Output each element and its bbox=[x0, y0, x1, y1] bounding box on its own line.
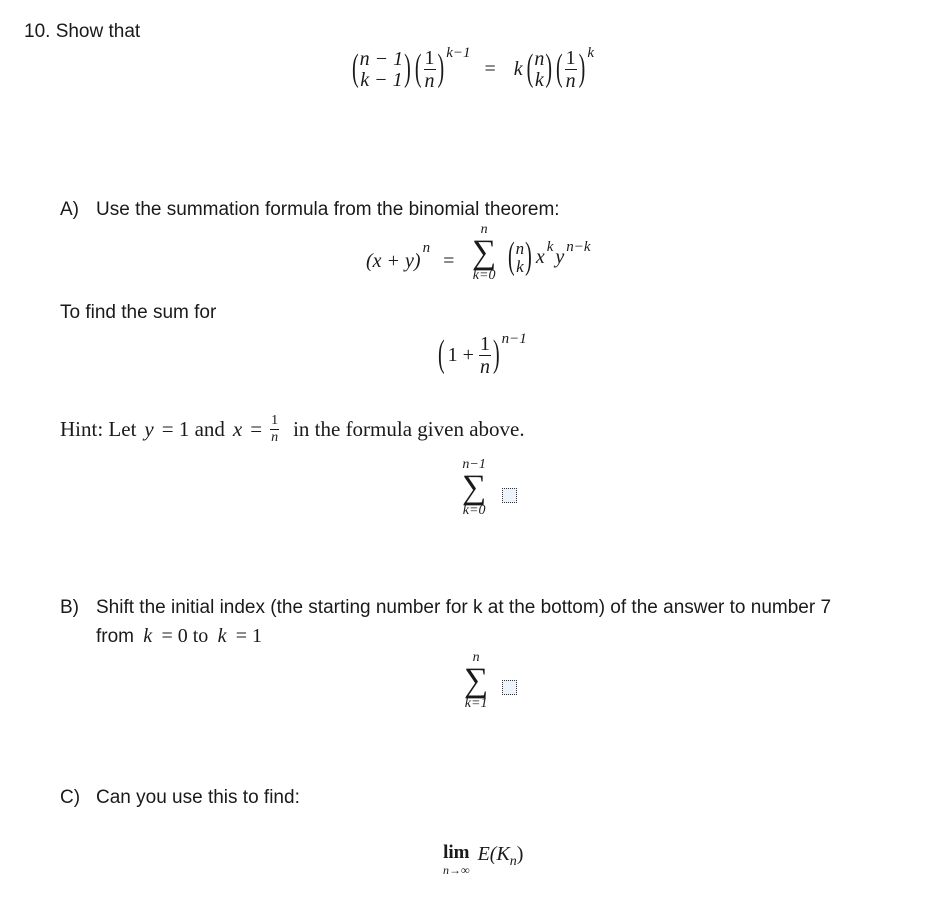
limit-expression: lim n→∞ $E(K_n)$ bbox=[443, 842, 524, 877]
part-c-label: C) bbox=[60, 787, 81, 808]
rhs-binomial: n k bbox=[534, 47, 545, 91]
answer-sum-a: n−1 ∑ k=0 bbox=[462, 457, 487, 519]
lhs-exponent: k−1 bbox=[446, 45, 471, 61]
lhs-binomial: n − 1 k − 1 bbox=[359, 47, 404, 91]
find-sum-text: To find the sum for bbox=[60, 302, 217, 323]
identity-equation: ( n − 1 k − 1 ) ( $\frac{1}{n}$ ) k−1 = k ( n k ) ( $\frac{1}{n}$ ) k bbox=[352, 45, 594, 92]
lhs-fraction: $\frac{1}{n}$ bbox=[424, 47, 435, 92]
hint-text: Hint: Let y = 1 and x = $\frac{1}{n}$ in the formula given above. bbox=[60, 413, 525, 445]
binomial-theorem-lhs: $(x + y)^n$ = bbox=[366, 240, 455, 272]
part-c-text: Can you use this to find: bbox=[96, 787, 300, 808]
part-b-text: Shift the initial index (the starting number for k at the bottom) of the answer to number 7 bbox=[96, 597, 832, 618]
rhs-exponent: k bbox=[587, 45, 594, 61]
target-expression: ( 1 + $\frac{1}{n}$ ) n−1 bbox=[438, 331, 527, 378]
rhs-fraction: $\frac{1}{n}$ bbox=[565, 47, 576, 92]
answer-placeholder-b[interactable] bbox=[502, 680, 517, 695]
binomial-term: ( n k ) x k y n−k bbox=[508, 235, 591, 278]
binomial-sum-sigma: n ∑ k=0 bbox=[472, 222, 497, 284]
part-b-label: B) bbox=[60, 597, 79, 618]
part-a-text: Use the summation formula from the binomial theorem: bbox=[96, 199, 560, 220]
part-a-label: A) bbox=[60, 199, 79, 220]
rhs-coefficient: k bbox=[513, 58, 523, 80]
answer-sum-b: n ∑ k=1 bbox=[464, 650, 489, 712]
problem-label: 10. Show that bbox=[24, 21, 141, 42]
part-b-index-text: from k = 0 to k = 1 bbox=[96, 625, 263, 647]
answer-placeholder-a[interactable] bbox=[502, 488, 517, 503]
